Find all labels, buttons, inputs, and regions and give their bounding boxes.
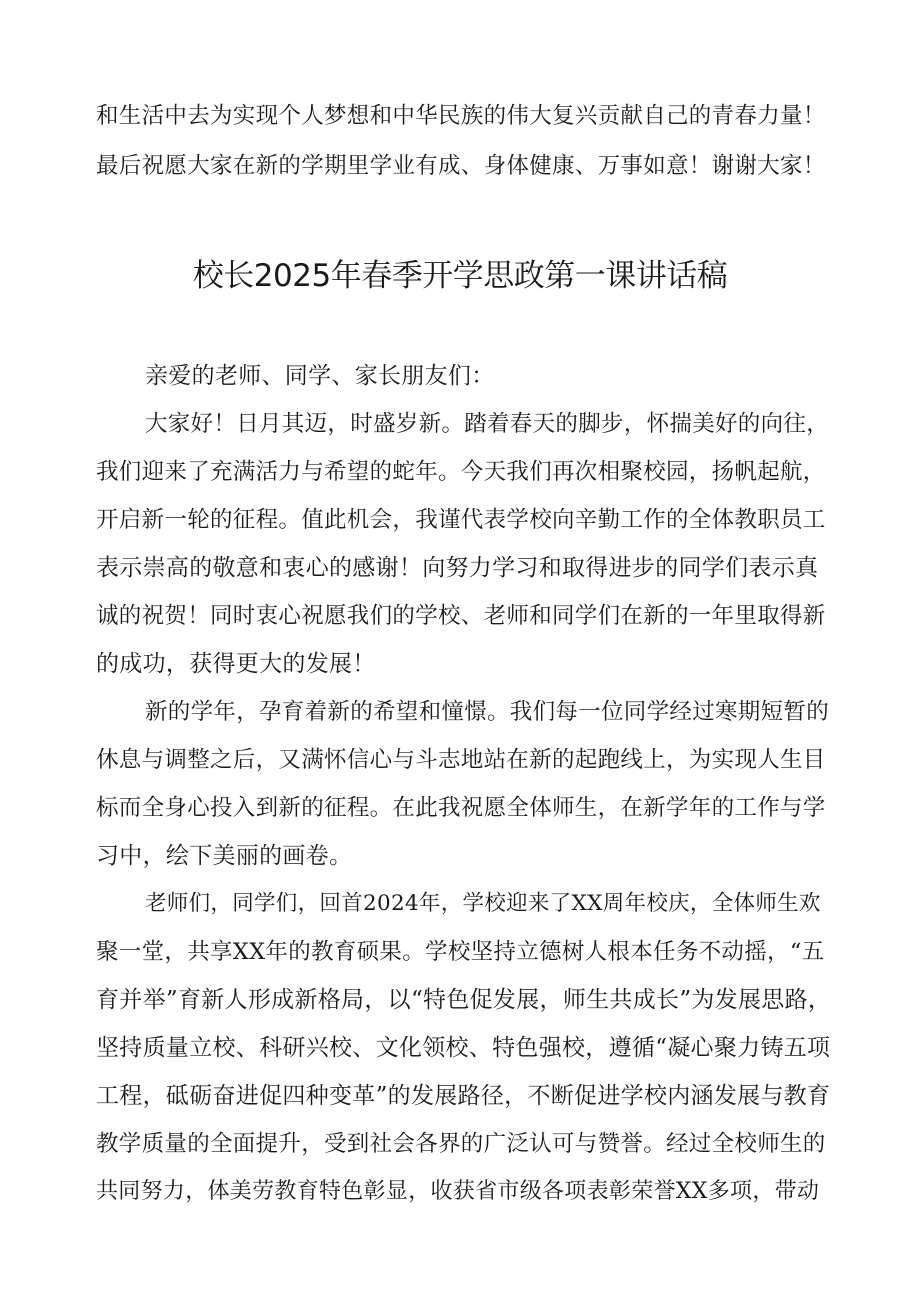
paragraph-1-line-5: 诚的祝贺！同时衷心祝愿我们的学校、老师和同学们在新的一年里取得新 (96, 603, 826, 629)
paragraph-1-line-2: 我们迎来了充满活力与希望的蛇年。今天我们再次相聚校园，扬帆起航， (96, 459, 826, 485)
paragraph-3-line-1: 老师们，同学们，回首2024年，学校迎来了XX周年校庆，全体师生欢 (145, 891, 821, 916)
document-title: 校长2025年春季开学思政第一课讲话稿 (192, 258, 728, 294)
paragraph-3-line-5: 工程，砥砺奋进促四种变革”的发展路径，不断促进学校内涵发展与教育 (96, 1083, 831, 1109)
paragraph-1-line-1: 大家好！日月其迈，时盛岁新。踏着春天的脚步，怀揣美好的向往， (145, 411, 830, 437)
paragraph-2-line-2: 休息与调整之后，又满怀信心与斗志地站在新的起跑线上，为实现人生目 (96, 747, 826, 773)
paragraph-2-line-4: 习中，绘下美丽的画卷。 (96, 843, 353, 869)
paragraph-2-line-3: 标而全身心投入到新的征程。在此我祝愿全体师生，在新学年的工作与学 (96, 795, 826, 821)
paragraph-3-line-3: 育并举”育新人形成新格局，以“特色促发展，师生共成长”为发展思路， (96, 987, 832, 1013)
continuation-line-2: 最后祝愿大家在新的学期里学业有成、身体健康、万事如意！谢谢大家！ (96, 153, 826, 179)
paragraph-1-line-6: 的成功，获得更大的发展！ (96, 651, 376, 677)
paragraph-2-line-1: 新的学年，孕育着新的希望和憧憬。我们每一位同学经过寒期短暂的 (145, 699, 830, 725)
paragraph-3-line-4: 坚持质量立校、科研兴校、文化领校、特色强校，遵循“凝心聚力铸五项 (96, 1035, 831, 1061)
paragraph-3-line-7: 共同努力，体美劳教育特色彰显，收获省市级各项表彰荣誉XX多项，带动 (96, 1179, 820, 1204)
paragraph-1-line-3: 开启新一轮的征程。值此机会，我谨代表学校向辛勤工作的全体教职员工 (96, 507, 826, 533)
paragraph-3-line-6: 教学质量的全面提升，受到社会各界的广泛认可与赞誉。经过全校师生的 (96, 1131, 826, 1157)
salutation: 亲爱的老师、同学、家长朋友们： (145, 363, 495, 389)
continuation-line-1: 和生活中去为实现个人梦想和中华民族的伟大复兴贡献自己的青春力量！ (96, 103, 826, 129)
paragraph-3-line-2: 聚一堂，共享XX年的教育硕果。学校坚持立德树人根本任务不动摇，“五 (96, 939, 825, 965)
paragraph-1-line-4: 表示崇高的敬意和衷心的感谢！向努力学习和取得进步的同学们表示真 (96, 555, 819, 581)
